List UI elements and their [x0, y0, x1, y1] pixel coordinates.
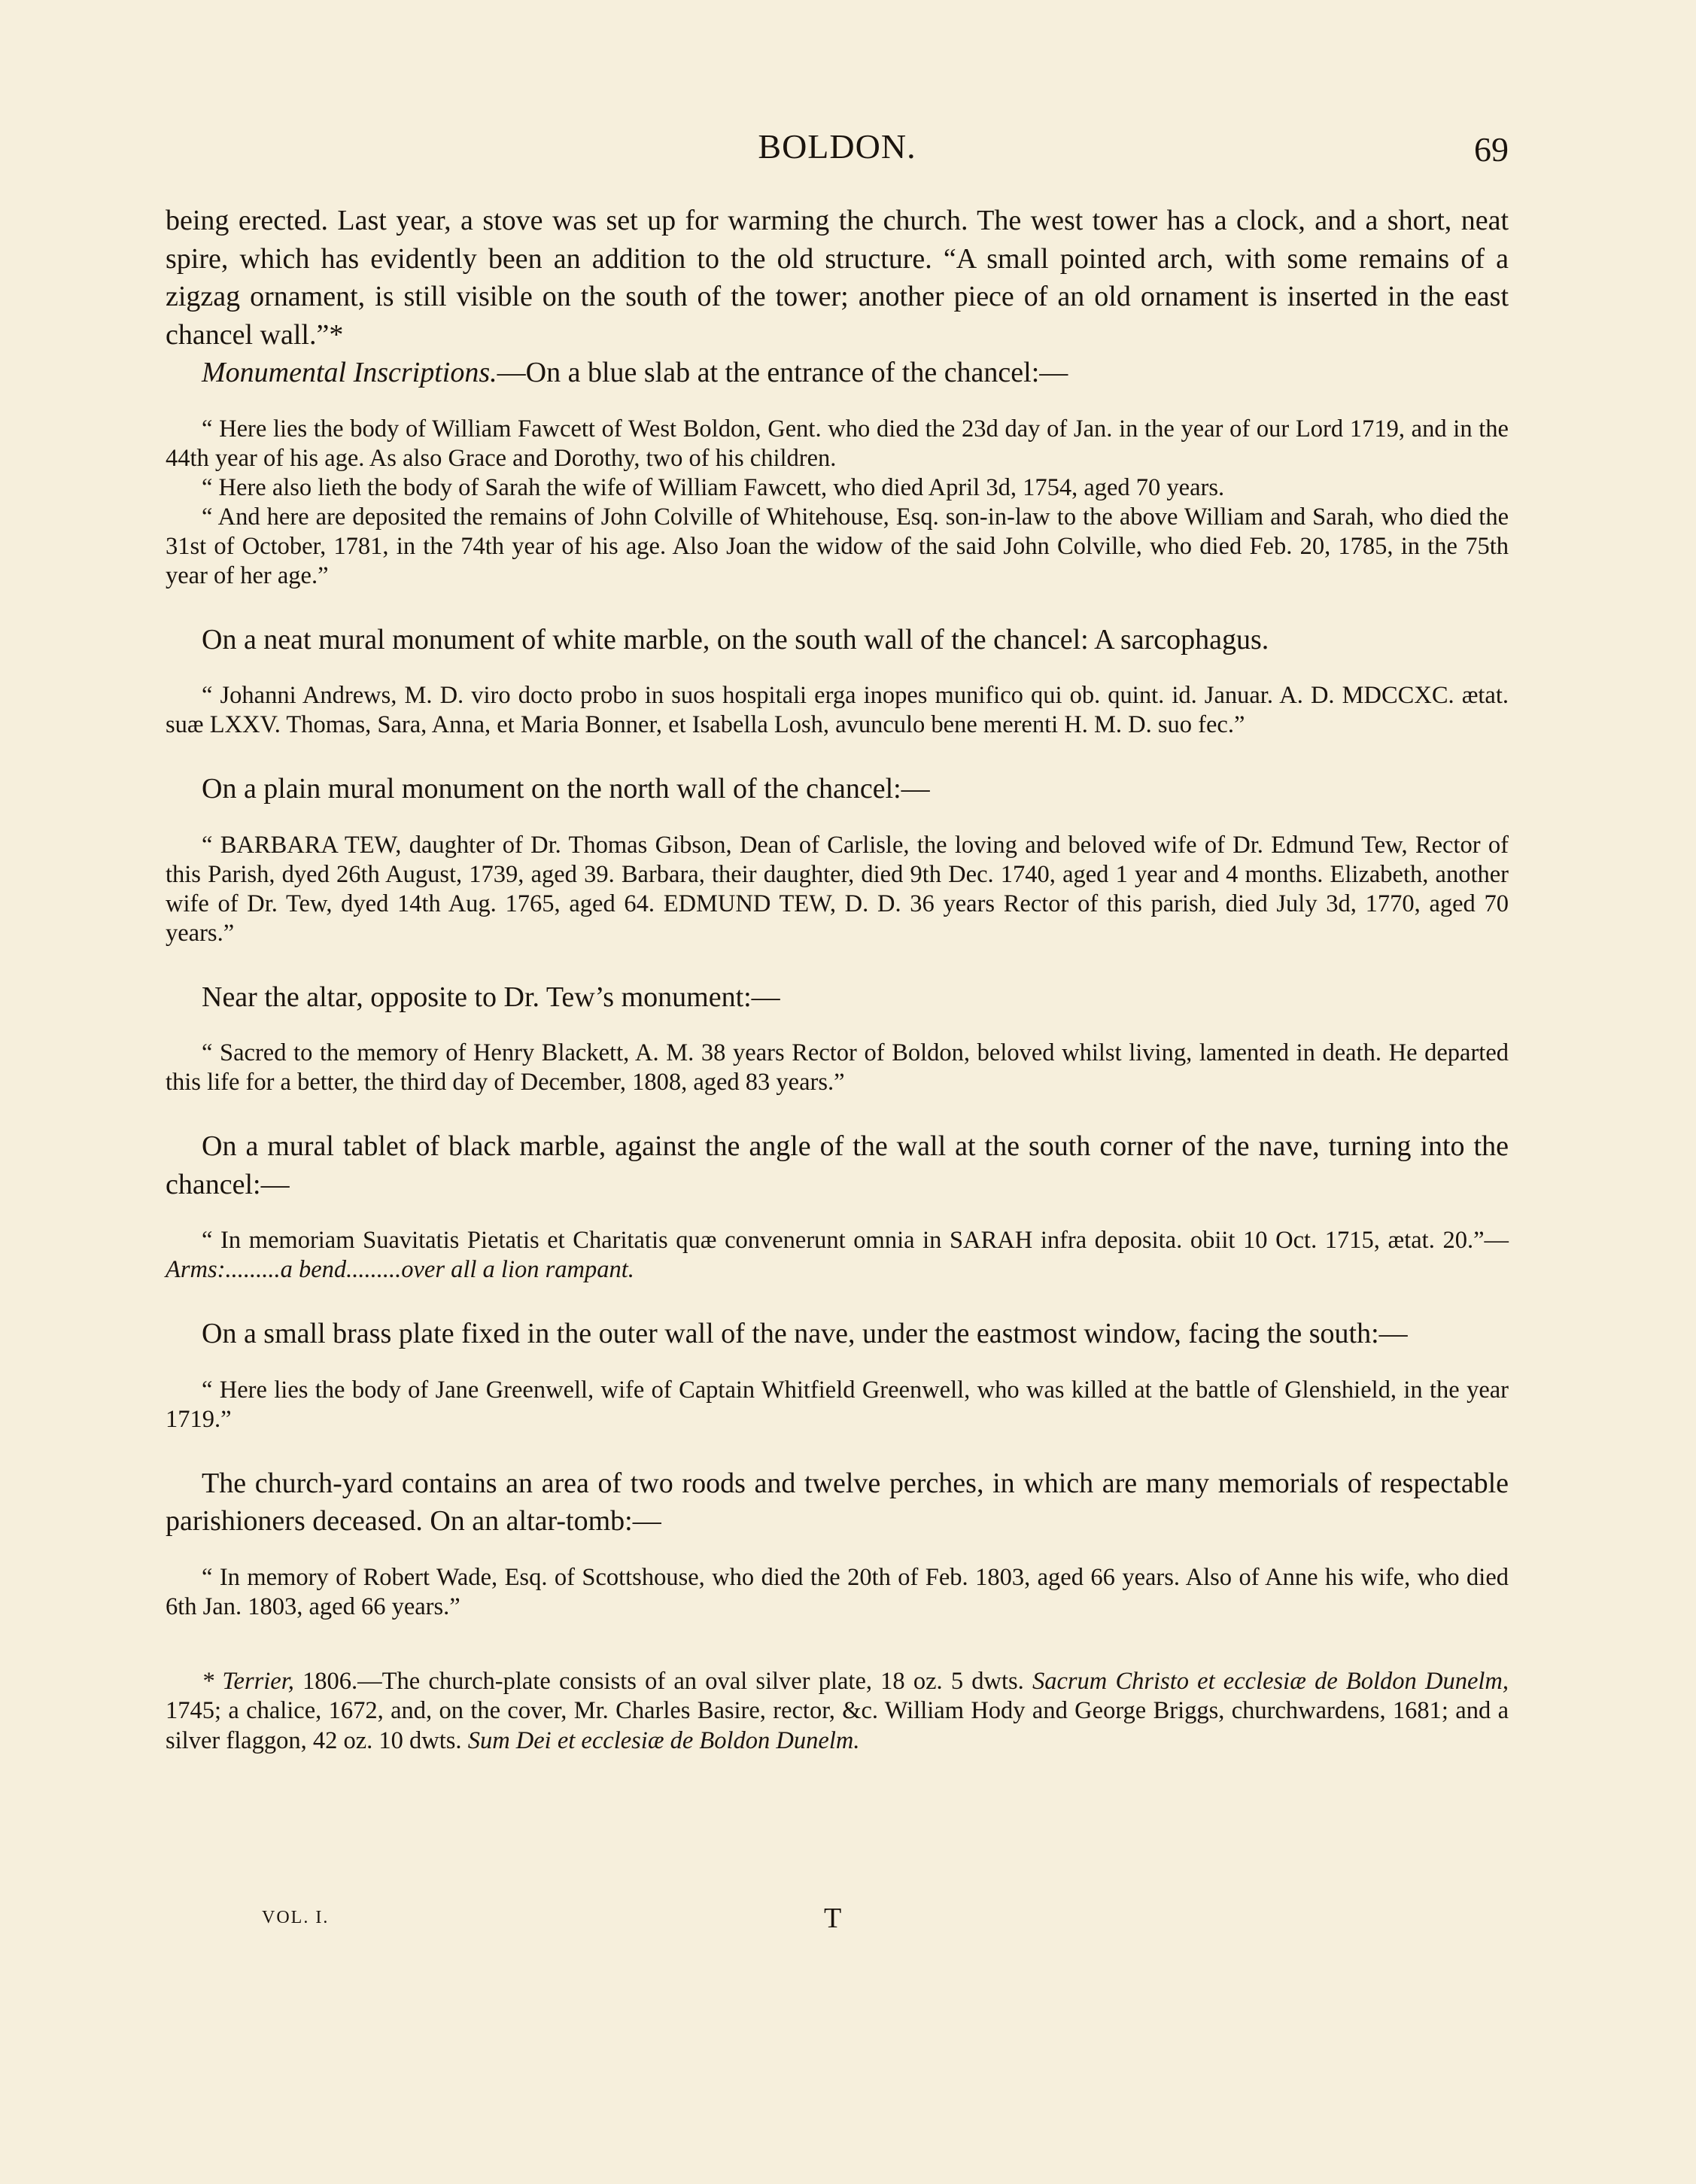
inscription-fawcett: “ Here lies the body of William Fawcett of West Boldon, Gent. who died the 23d day of Jan. in the year of our Lord 1719, and in the 44th year of his age. As also Grace and Dorothy, two of his children. — [166, 415, 1509, 472]
inscription-tew: “ BARBARA TEW, daughter of Dr. Thomas Gibson, Dean of Carlisle, the loving and beloved wife of Dr. Edmund Tew, Rector of this Parish, dyed 26th August, 1739, aged 39. Barbara, their daughter, died 9th Dec. 1740, aged 1 year and 4 months. Elizabeth, another wife of Dr. Tew, dyed 14th Aug. 1765, aged 64. EDMUND TEW, D. D. 36 years Rector of this parish, died July 3d, 1770, aged 70 years.” — [166, 831, 1509, 947]
paragraph-church-yard: The church-yard contains an area of two roods and twelve perches, in which are many memorials of respectable parishioners deceased. On an altar-tomb:— — [166, 1467, 1509, 1537]
section-heading: Monumental Inscriptions. — [202, 357, 497, 388]
inscription-sarah-latin — [166, 1226, 1509, 1285]
inscription-sarah: “ Here also lieth the body of Sarah the wife of William Fawcett, who died April 3d, 1754, aged 70 years. — [202, 473, 1225, 501]
paragraph-plain-mural: On a plain mural monument on the north wall of the chancel:— — [202, 773, 930, 805]
footnote — [166, 1667, 1509, 1757]
paragraph-brass-plate: On a small brass plate fixed in the outer wall of the nave, under the eastmost window, facing the south:— — [202, 1318, 1408, 1349]
page-header — [166, 126, 1509, 172]
paragraph-black-marble: On a mural tablet of black marble, against the angle of the wall at the south corner of the nave, turning into the chancel:— — [166, 1130, 1509, 1200]
footnote-text-2: 1745; a chalice, 1672, and, on the cover, Mr. Charles Basire, rector, &c. William Hody and George Briggs, churchwardens, 1681; and a silver flaggon, 42 oz. 10 dwts. — [166, 1697, 1509, 1754]
running-title: BOLDON. — [758, 127, 916, 166]
signature-line — [166, 1903, 1509, 1941]
paragraph-near-altar: Near the altar, opposite to Dr. Tew’s monument:— — [202, 981, 780, 1013]
inscription-andrews: “ Johanni Andrews, M. D. viro docto probo in suos hospitali erga inopes munifico qui ob. quint. id. Januar. A. D. MDCCXC. ætat. suæ LXXV. Thomas, Sara, Anna, et Maria Bonner, et Isabella Losh, avunculo bene merenti H. M. D. suo fec.” — [166, 682, 1509, 738]
volume-label: VOL. I. — [262, 1908, 330, 1927]
inscription-colville: “ And here are deposited the remains of John Colville of Whitehouse, Esq. son-in-law to the above William and Sarah, who died the 31st of October, 1781, in the 74th year of his age. Also Joan the widow of the said John Colville, who died Feb. 20, 1785, in the 75th year of her age.” — [166, 503, 1509, 589]
inscription-wade: “ In memory of Robert Wade, Esq. of Scottshouse, who died the 20th of Feb. 1803, aged 66 years. Also of Anne his wife, who died 6th Jan. 1803, aged 66 years.” — [166, 1563, 1509, 1620]
paragraph-monumental-inscriptions — [166, 354, 1509, 392]
inscription-greenwell: “ Here lies the body of Jane Greenwell, wife of Captain Whitfield Greenwell, who was killed at the battle of Glenshield, in the year 1719.” — [166, 1376, 1509, 1433]
main-text — [166, 202, 1509, 1756]
paragraph-intro: being erected. Last year, a stove was set up for warming the church. The west tower has a clock, and a short, neat spire, which has evidently been an addition to the old structure. “A small pointed arch, with some remains of a zigzag ornament, is still visible on the south of the tower; another piece of an old ornament is inserted in the east chancel wall.”* — [166, 205, 1509, 351]
paragraph-white-marble: On a neat mural monument of white marble, on the south wall of the chancel: A sarcophagus. — [202, 623, 1269, 656]
arms-description: Arms:.........a bend.........over all a lion rampant. — [166, 1256, 634, 1283]
inscription-latin-text: “ In memoriam Suavitatis Pietatis et Charitatis quæ convenerunt omnia in SARAH infra deposita. obiit 10 Oct. 1715, ætat. 20.”— — [202, 1227, 1509, 1254]
inscription-blackett: “ Sacred to the memory of Henry Blackett, A. M. 38 years Rector of Boldon, beloved whilst living, lamented in death. He departed this life for a better, the third day of December, 1808, aged 83 years.” — [166, 1039, 1509, 1096]
section-heading-rest: —On a blue slab at the entrance of the chancel:— — [497, 357, 1068, 388]
footnote-inscription-1: Sacrum Christo et ecclesiæ de Boldon Dunelm, — [1032, 1667, 1509, 1695]
footnote-text-1: 1806.—The church-plate consists of an oval silver plate, 18 oz. 5 dwts. — [293, 1667, 1032, 1695]
signature-mark: T — [824, 1903, 842, 1934]
footnote-inscription-2: Sum Dei et ecclesiæ de Boldon Dunelm. — [467, 1726, 860, 1754]
page-number: 69 — [1474, 130, 1509, 169]
footnote-marker: * Terrier, — [202, 1667, 294, 1695]
